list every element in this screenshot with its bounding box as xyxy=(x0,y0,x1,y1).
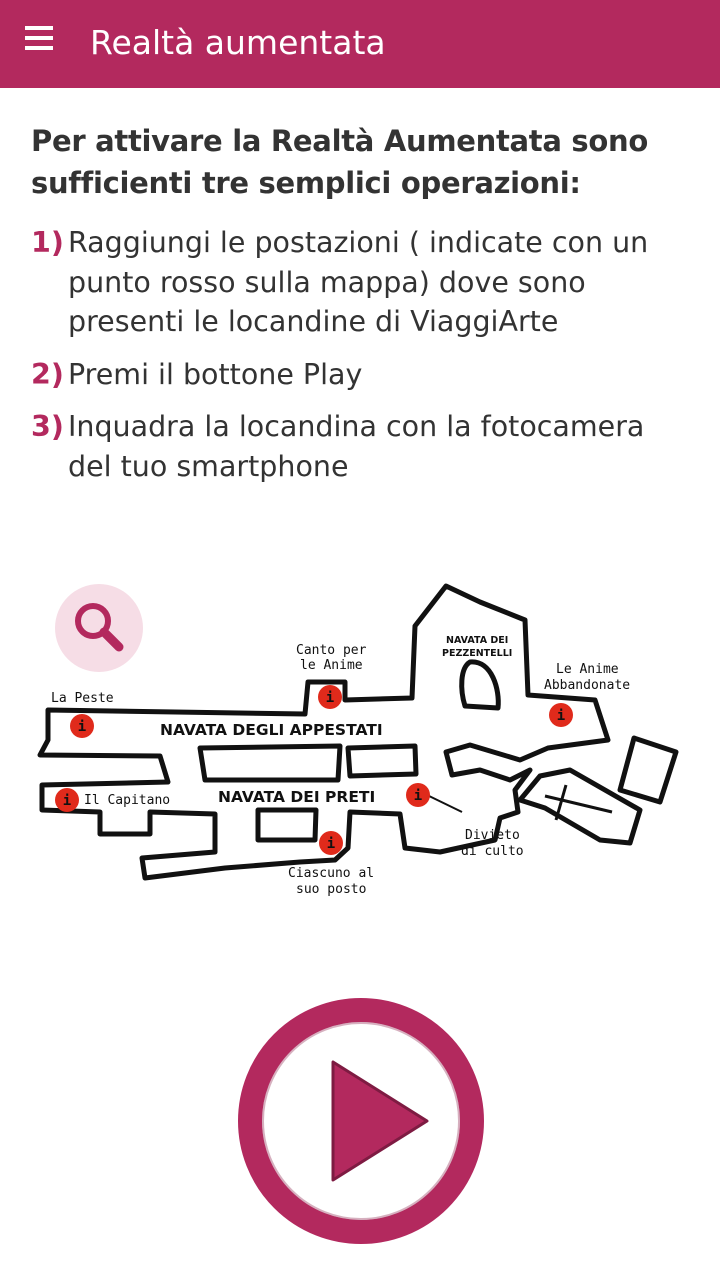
step-text: Inquadra la locandina con la fotocamera del tuo smartphone xyxy=(68,410,645,483)
zoom-map-button[interactable] xyxy=(55,584,143,672)
step-number: 2) xyxy=(31,358,64,391)
step-text: Premi il bottone Play xyxy=(68,358,363,391)
info-marker-anime[interactable] xyxy=(549,703,573,727)
magnifier-icon xyxy=(55,584,143,672)
info-marker-glyph: i xyxy=(326,836,336,852)
point-label-canto: Canto per xyxy=(296,643,367,658)
map-chamber xyxy=(462,662,499,708)
info-marker-glyph: i xyxy=(62,793,72,809)
info-marker-glyph: i xyxy=(413,788,423,804)
map-chamber xyxy=(258,810,316,840)
step-text: Raggiungi le postazioni ( indicate con un punto rosso sulla mappa) dove sono presenti le locandine di ViaggiArte xyxy=(68,226,649,338)
area-label-preti: NAVATA DEI PRETI xyxy=(218,788,376,806)
info-marker-glyph: i xyxy=(77,719,87,735)
info-marker-glyph: i xyxy=(325,690,335,706)
point-label-il-capitano: Il Capitano xyxy=(84,793,171,808)
map-chamber xyxy=(348,746,416,776)
info-marker-canto[interactable] xyxy=(318,685,342,709)
app-bar xyxy=(0,0,720,88)
point-label-la-peste: La Peste xyxy=(51,691,114,706)
hamburger-menu-icon[interactable] xyxy=(22,26,56,60)
point-label-divieto: di culto xyxy=(461,844,524,859)
point-label-anime: Abbandonate xyxy=(544,678,631,693)
area-label-pezzentelli: PEZZENTELLI xyxy=(442,648,513,659)
info-marker-ciascuno[interactable] xyxy=(319,831,343,855)
step-2 xyxy=(31,355,691,395)
point-label-ciascuno: suo posto xyxy=(296,882,367,897)
play-icon xyxy=(237,998,485,1244)
intro-text: Per attivare la Realtà Aumentata sono sufficienti tre semplici operazioni: xyxy=(31,124,648,200)
info-marker-la-peste[interactable] xyxy=(70,714,94,738)
point-label-divieto: Divieto xyxy=(465,828,520,843)
step-3 xyxy=(31,407,691,486)
point-label-anime: Le Anime xyxy=(556,662,619,677)
step-1 xyxy=(31,223,691,342)
play-button[interactable] xyxy=(237,998,485,1244)
map-chamber xyxy=(200,746,340,780)
area-label-appestati: NAVATA DEGLI APPESTATI xyxy=(160,721,383,739)
step-number: 3) xyxy=(31,410,64,443)
info-marker-divieto[interactable] xyxy=(406,783,430,807)
point-label-canto: le Anime xyxy=(300,658,363,673)
step-number: 1) xyxy=(31,226,64,259)
area-label-pezzentelli: NAVATA DEI xyxy=(446,635,509,646)
info-marker-glyph: i xyxy=(556,708,566,724)
page-title: Realtà aumentata xyxy=(90,23,386,62)
point-label-ciascuno: Ciascuno al xyxy=(288,866,375,881)
map-chamber xyxy=(620,738,676,802)
info-marker-il-capitano[interactable] xyxy=(55,788,79,812)
